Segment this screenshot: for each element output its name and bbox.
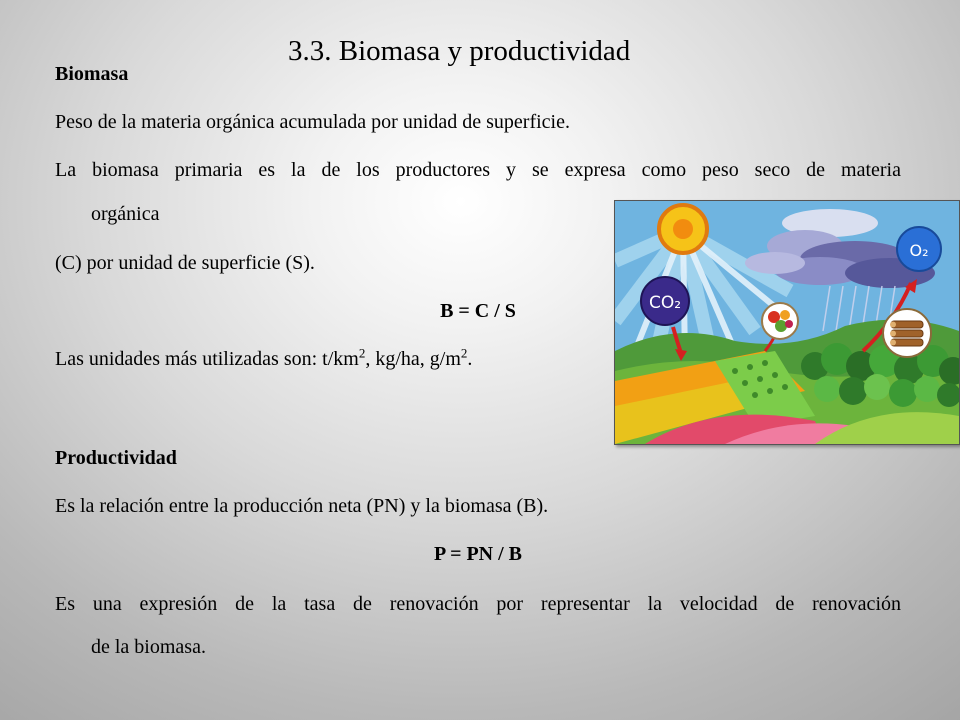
biomasa-primary-line2: orgánica — [91, 203, 160, 225]
productividad-formula: P = PN / B — [433, 543, 523, 565]
productividad-expression-line1: Es una expresión de la tasa de renovación por representar la velocidad de renovación — [55, 593, 901, 615]
biomasa-primary-line1: La biomasa primaria es la de los productores y se expresa como peso seco de materia — [55, 159, 901, 181]
co2-label: CO₂ — [648, 293, 682, 313]
biomasa-primary-line3: (C) por unidad de superficie (S). — [55, 252, 315, 274]
biomasa-units — [55, 346, 472, 372]
ecosystem-illustration — [614, 200, 960, 445]
units-sup-1: 2 — [358, 345, 366, 361]
forest — [801, 343, 959, 407]
productividad-heading: Productividad — [55, 447, 177, 469]
o2-label: O₂ — [909, 241, 929, 260]
slide-title: 3.3. Biomasa y productividad — [288, 35, 631, 67]
units-sup-2: 2 — [460, 345, 468, 361]
biomasa-formula: B = C / S — [440, 300, 516, 322]
units-mid: , kg/ha, g/m — [365, 348, 461, 370]
biomasa-definition: Peso de la materia orgánica acumulada por unidad de superficie. — [55, 111, 570, 133]
units-end: . — [467, 348, 473, 370]
units-text: Las unidades más utilizadas son: t/km — [55, 348, 359, 370]
productividad-expression-line2: de la biomasa. — [91, 636, 206, 658]
productividad-definition: Es la relación entre la producción neta (PN) y la biomasa (B). — [55, 495, 549, 517]
biomasa-heading: Biomasa — [55, 63, 129, 85]
